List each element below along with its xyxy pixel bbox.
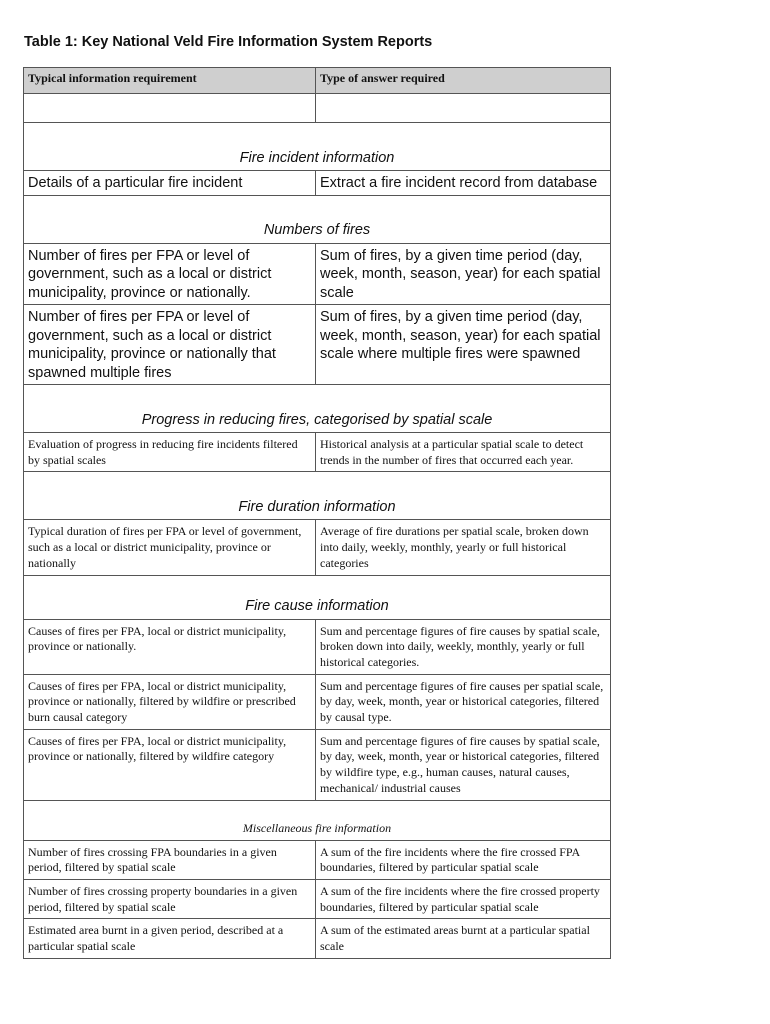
requirement-cell: Number of fires per FPA or level of government, such as a local or district municipality, province or nationally. (24, 243, 316, 305)
section-heading-incident: Fire incident information (24, 123, 611, 171)
section-row (24, 800, 611, 840)
answer-cell: A sum of the estimated areas burnt at a particular spatial scale (316, 919, 611, 958)
answer-cell: A sum of the fire incidents where the fire crossed property boundaries, filtered by particular spatial scale (316, 879, 611, 918)
answer-cell: Average of fire durations per spatial scale, broken down into daily, weekly, monthly, yearly or full historical categories (316, 520, 611, 575)
requirement-cell: Estimated area burnt in a given period, described at a particular spatial scale (24, 919, 316, 958)
section-heading-cause: Fire cause information (24, 575, 611, 619)
table-row (24, 729, 611, 800)
answer-cell: Sum and percentage figures of fire causes by spatial scale, broken down into daily, weekly, monthly, yearly or full historical categories. (316, 619, 611, 674)
answer-cell: Sum and percentage figures of fire causes by spatial scale, by day, week, month, year or historical categories, filtered by wildfire type, e.g., human causes, natural causes, mechanical/ industrial causes (316, 729, 611, 800)
section-row (24, 123, 611, 171)
table-row (24, 305, 611, 385)
requirement-cell: Typical duration of fires per FPA or level of government, such as a local or district municipality, province or nationally (24, 520, 316, 575)
table-row (24, 433, 611, 472)
table-row (24, 879, 611, 918)
empty-cell (24, 94, 316, 123)
requirement-cell: Causes of fires per FPA, local or district municipality, province or nationally, filtered by wildfire category (24, 729, 316, 800)
answer-cell: Sum of fires, by a given time period (day, week, month, season, year) for each spatial scale where multiple fires were spawned (316, 305, 611, 385)
table-row (24, 619, 611, 674)
empty-cell (316, 94, 611, 123)
section-heading-misc: Miscellaneous fire information (24, 800, 611, 840)
section-heading-numbers: Numbers of fires (24, 195, 611, 243)
requirement-cell: Causes of fires per FPA, local or district municipality, province or nationally. (24, 619, 316, 674)
requirement-cell: Number of fires crossing property boundaries in a given period, filtered by spatial scale (24, 879, 316, 918)
requirement-cell: Number of fires crossing FPA boundaries in a given period, filtered by spatial scale (24, 840, 316, 879)
empty-row (24, 94, 611, 123)
answer-cell: Sum and percentage figures of fire causes per spatial scale, by day, week, month, year or historical categories, filtered by causal type. (316, 674, 611, 729)
requirement-cell: Evaluation of progress in reducing fire incidents filtered by spatial scales (24, 433, 316, 472)
header-row (24, 68, 611, 94)
section-heading-progress: Progress in reducing fires, categorised by spatial scale (24, 385, 611, 433)
section-row (24, 472, 611, 520)
requirement-cell: Causes of fires per FPA, local or district municipality, province or nationally, filtered by wildfire or prescribed burn causal category (24, 674, 316, 729)
section-row (24, 575, 611, 619)
table-row (24, 840, 611, 879)
requirement-cell: Details of a particular fire incident (24, 171, 316, 196)
table-row (24, 674, 611, 729)
table-row (24, 919, 611, 958)
table-row (24, 171, 611, 196)
section-row (24, 385, 611, 433)
table-row (24, 520, 611, 575)
section-row (24, 195, 611, 243)
section-heading-duration: Fire duration information (24, 472, 611, 520)
answer-cell: Extract a fire incident record from database (316, 171, 611, 196)
table-row (24, 243, 611, 305)
header-cell-requirement: Typical information requirement (24, 68, 316, 94)
table-title: Table 1: Key National Veld Fire Information System Reports (24, 34, 433, 50)
requirement-cell: Number of fires per FPA or level of government, such as a local or district municipality, province or nationally that spawned multiple fires (24, 305, 316, 385)
answer-cell: Sum of fires, by a given time period (day, week, month, season, year) for each spatial scale (316, 243, 611, 305)
header-cell-answer: Type of answer required (316, 68, 611, 94)
answer-cell: A sum of the fire incidents where the fire crossed FPA boundaries, filtered by particular spatial scale (316, 840, 611, 879)
answer-cell: Historical analysis at a particular spatial scale to detect trends in the number of fires that occurred each year. (316, 433, 611, 472)
reports-table (23, 67, 611, 959)
